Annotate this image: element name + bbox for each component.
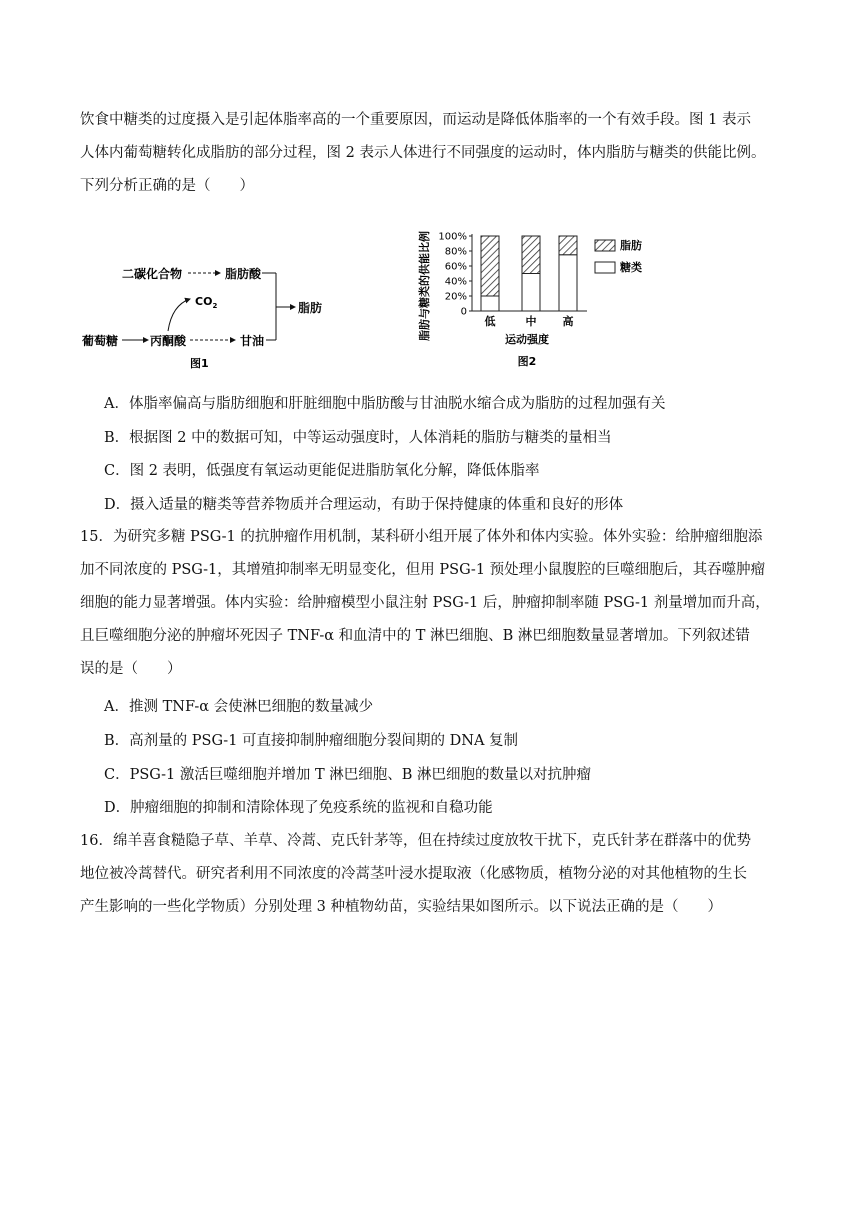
figure-2-chart — [412, 214, 672, 374]
x-tick-label: 高 — [562, 315, 574, 328]
y-tick-label: 100% — [438, 231, 467, 243]
y-tick-label: 80% — [444, 246, 467, 258]
legend-label-sugar: 糖类 — [620, 261, 642, 274]
q14-option-c: C．图 2 表明，低强度有氧运动更能促进脂肪氧化分解，降低体脂率 — [104, 463, 540, 479]
y-axis-label: 脂肪与糖类的供能比例 — [418, 231, 431, 341]
node-two-carbon-compound: 二碳化合物 — [122, 267, 183, 281]
y-tick-label: 0 — [460, 306, 467, 318]
arrow-to-co2 — [168, 299, 190, 331]
bar-segment-sugar — [481, 296, 499, 311]
node-pyruvate: 丙酮酸 — [150, 334, 187, 348]
bar-segment-fat — [522, 236, 540, 274]
x-tick-label: 低 — [484, 315, 496, 328]
node-fat: 脂肪 — [298, 301, 323, 315]
q14-stem — [80, 104, 780, 203]
q14-option-a: A．体脂率偏高与脂肪细胞和肝脏细胞中脂肪酸与甘油脱水缩合成为脂肪的过程加强有关 — [104, 396, 666, 412]
q15-stem-line: 加不同浓度的 PSG-1，其增殖抑制率无明显变化，但用 PSG-1 预处理小鼠腹腔的巨噬细胞后，其吞噬肿瘤 — [80, 562, 766, 578]
y-tick-label: 20% — [444, 291, 467, 303]
q14-stem-line: 饮食中糖类的过度摄入是引起体脂率高的一个重要原因，而运动是降低体脂率的一个有效手段。图 1 表示 — [80, 112, 751, 128]
q14-stem-line: 下列分析正确的是（ ） — [80, 178, 254, 194]
q15-stem-line: 误的是（ ） — [80, 661, 182, 677]
q15-stem-line: 15．为研究多糖 PSG-1 的抗肿瘤作用机制，某科研小组开展了体外和体内实验。体外实验：给肿瘤细胞添 — [80, 529, 763, 545]
q15-stem — [80, 521, 780, 686]
q14-option-b: B．根据图 2 中的数据可知，中等运动强度时，人体消耗的脂肪与糖类的量相当 — [104, 430, 612, 446]
q15-stem-line: 且巨噬细胞分泌的肿瘤坏死因子 TNF-α 和血清中的 T 淋巴细胞、B 淋巴细胞数量显著增加。下列叙述错 — [80, 628, 750, 644]
node-co2: $CO_2$ — [195, 295, 218, 310]
bar-segment-fat — [481, 236, 499, 296]
q14-option-d: D．摄入适量的糖类等营养物质并合理运动，有助于保持健康的体重和良好的形体 — [104, 497, 624, 513]
q15-option-b: B．高剂量的 PSG-1 可直接抑制肿瘤细胞分裂间期的 DNA 复制 — [104, 733, 519, 749]
y-tick-label: 60% — [444, 261, 467, 273]
node-fatty-acid: 脂肪酸 — [225, 267, 262, 281]
figure-1-diagram — [80, 255, 360, 375]
legend-swatch-fat — [595, 240, 615, 251]
y-tick-label: 40% — [444, 276, 467, 288]
q16-stem-line: 产生影响的一些化学物质）分别处理 3 种植物幼苗，实验结果如图所示。以下说法正确的是（ ） — [80, 899, 722, 915]
figure-1-caption: 图1 — [190, 357, 209, 370]
x-tick-label: 中 — [525, 315, 537, 328]
node-glycerol: 甘油 — [240, 334, 265, 348]
q15-option-d: D．肿瘤细胞的抑制和清除体现了免疫系统的监视和自稳功能 — [104, 800, 493, 816]
x-axis-label: 运动强度 — [505, 333, 549, 346]
q15-stem-line: 细胞的能力显著增强。体内实验：给肿瘤模型小鼠注射 PSG-1 后，肿瘤抑制率随 PSG-1 剂量增加而升高， — [80, 595, 770, 611]
q14-stem-line: 人体内葡萄糖转化成脂肪的部分过程，图 2 表示人体进行不同强度的运动时，体内脂肪与糖类的供能比例。 — [80, 145, 766, 161]
q15-option-a: A．推测 TNF-α 会使淋巴细胞的数量减少 — [104, 699, 374, 715]
figure-2-caption: 图2 — [517, 355, 537, 368]
q16-stem-line: 16．绵羊喜食糙隐子草、羊草、冷蒿、克氏针茅等，但在持续过度放牧干扰下，克氏针茅在群落中的优势 — [80, 833, 751, 849]
bar-segment-sugar — [522, 274, 540, 312]
legend-swatch-sugar — [595, 262, 615, 273]
legend-label-fat: 脂肪 — [620, 239, 642, 252]
q16-stem-line: 地位被冷蒿替代。研究者利用不同浓度的冷蒿茎叶浸水提取液（化感物质，植物分泌的对其他植物的生长 — [80, 866, 747, 882]
q16-stem — [80, 825, 780, 924]
bar-segment-fat — [559, 236, 577, 255]
q15-option-c: C．PSG-1 激活巨噬细胞并增加 T 淋巴细胞、B 淋巴细胞的数量以对抗肿瘤 — [104, 767, 592, 783]
node-glucose: 葡萄糖 — [82, 334, 119, 348]
bar-segment-sugar — [559, 255, 577, 311]
